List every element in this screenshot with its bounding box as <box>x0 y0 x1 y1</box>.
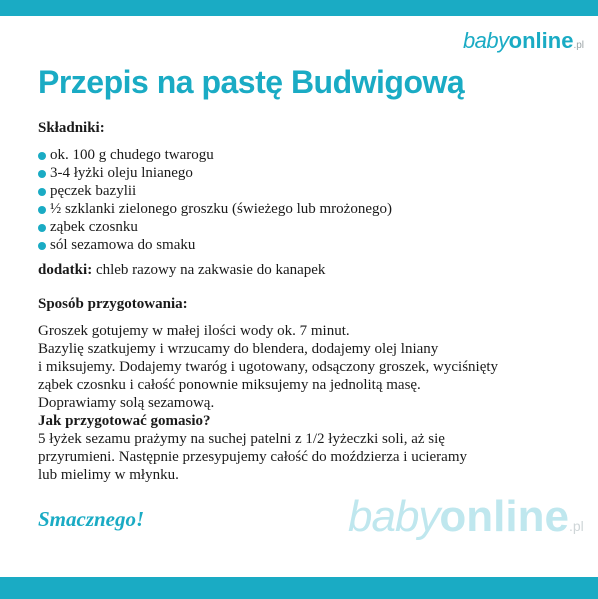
ingredients-heading: Składniki: <box>38 120 105 136</box>
preparation-line: i miksujemy. Dodajemy twaróg i ugotowany, odsączony groszek, wyciśnięty <box>38 359 499 375</box>
preparation-line: Doprawiamy solą sezamową. <box>38 395 215 411</box>
gomasio-heading: Jak przygotować gomasio? <box>38 413 211 429</box>
preparation-line: Groszek gotujemy w małej ilości wody ok. 7 minut. <box>38 323 350 339</box>
ingredient-item: ok. 100 g chudego twarogu <box>38 146 392 164</box>
top-accent-bar <box>0 0 598 16</box>
logo-tld-text: .pl <box>573 40 584 51</box>
preparation-line: ząbek czosnku i całość ponownie miksujemy na jednolitą masę. <box>38 377 421 393</box>
watermark-online-text: online <box>439 492 569 541</box>
watermark-baby-text: baby <box>348 492 440 541</box>
brand-watermark <box>348 492 584 541</box>
ingredient-item: ząbek czosnku <box>38 218 392 236</box>
bullet-icon <box>38 188 46 196</box>
gomasio-line: lub mielimy w młynku. <box>38 467 179 483</box>
closing-text: Smacznego! <box>38 507 145 531</box>
bullet-icon <box>38 242 46 250</box>
logo-online-text: online <box>508 28 574 53</box>
bullet-icon <box>38 170 46 178</box>
ingredient-item: sól sezamowa do smaku <box>38 236 392 254</box>
ingredient-item: pęczek bazylii <box>38 182 392 200</box>
preparation-heading: Sposób przygotowania: <box>38 296 188 312</box>
additions-text: chleb razowy na zakwasie do kanapek <box>95 262 326 278</box>
bottom-accent-bar <box>0 577 598 599</box>
additions-line <box>38 262 325 279</box>
ingredient-item: 3-4 łyżki oleju lnianego <box>38 164 392 182</box>
preparation-text <box>38 322 498 484</box>
brand-logo-top <box>463 30 584 52</box>
ingredient-item: ½ szklanki zielonego groszku (świeżego lub mrożonego) <box>38 200 392 218</box>
watermark-tld-text: .pl <box>568 518 584 534</box>
gomasio-line: przyrumieni. Następnie przesypujemy całość do moździerza i ucieramy <box>38 449 467 465</box>
preparation-line: Bazylię szatkujemy i wrzucamy do blendera, dodajemy olej lniany <box>38 341 439 357</box>
bullet-icon <box>38 152 46 160</box>
bullet-icon <box>38 224 46 232</box>
bullet-icon <box>38 206 46 214</box>
additions-label: dodatki: <box>38 262 93 278</box>
gomasio-line: 5 łyżek sezamu prażymy na suchej patelni z 1/2 łyżeczki soli, aż się <box>38 431 445 447</box>
logo-baby-text: baby <box>462 28 509 53</box>
recipe-title: Przepis na pastę Budwigową <box>38 64 465 100</box>
ingredients-list <box>38 146 392 254</box>
